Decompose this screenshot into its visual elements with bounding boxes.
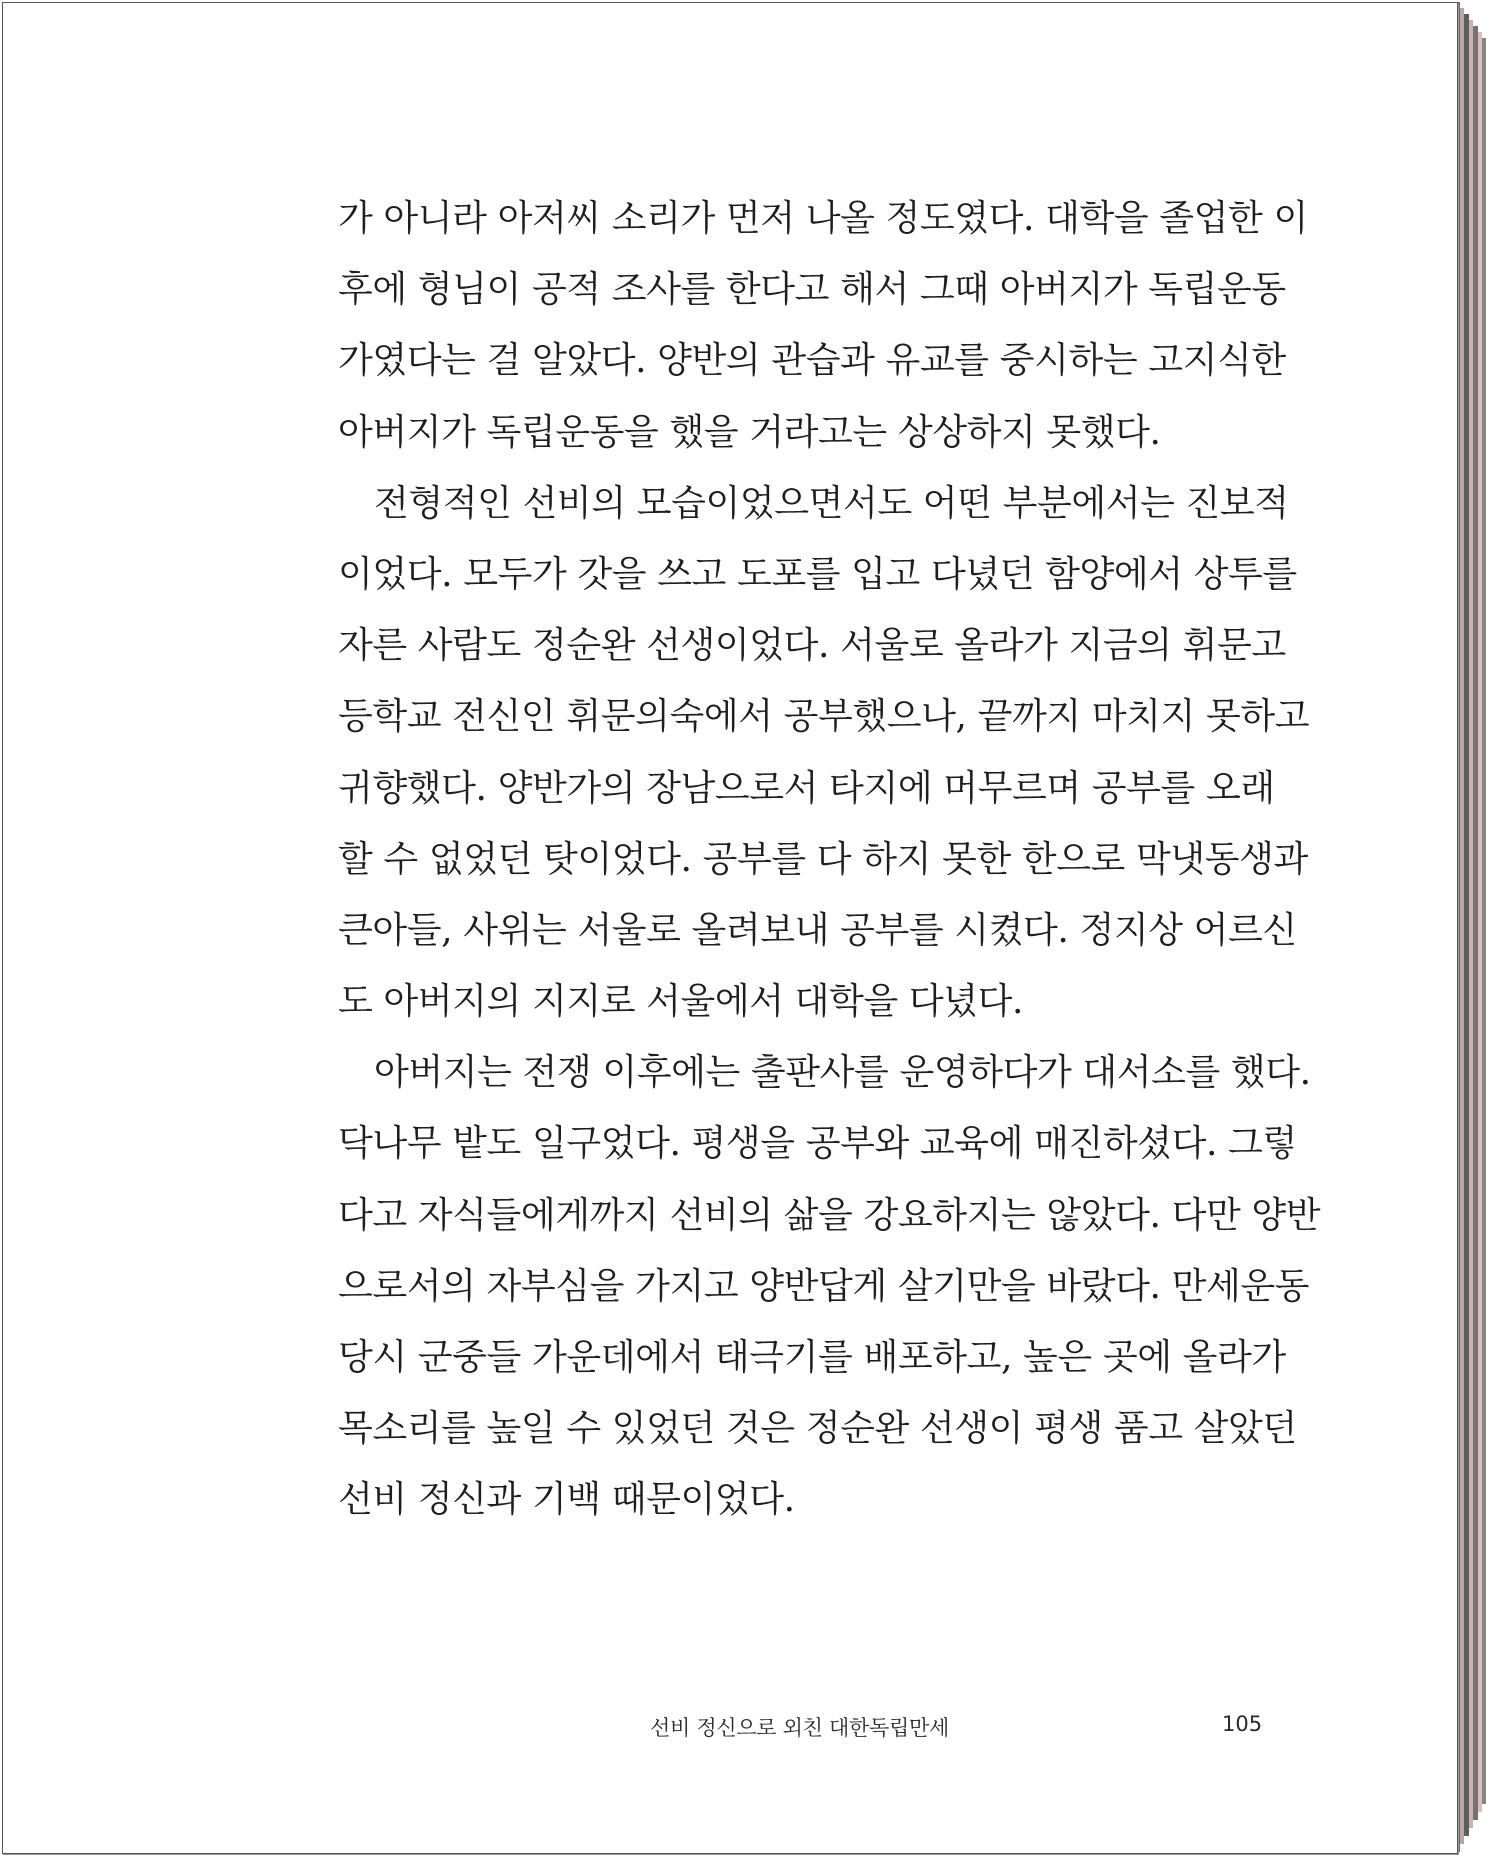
text-line: 닥나무 밭도 일구었다. 평생을 공부와 교육에 매진하셨다. 그렇 bbox=[338, 1123, 1297, 1165]
text-line: 선비 정신과 기백 때문이었다. bbox=[338, 1479, 795, 1521]
text-line: 후에 형님이 공적 조사를 한다고 해서 그때 아버지가 독립운동 bbox=[338, 269, 1286, 311]
text-line: 등학교 전신인 휘문의숙에서 공부했으나, 끝까지 마치지 못하고 bbox=[338, 696, 1310, 738]
running-footer-title: 선비 정신으로 외친 대한독립만세 bbox=[650, 1716, 949, 1740]
paragraph bbox=[338, 468, 1310, 1038]
text-line: 할 수 없었던 탓이었다. 공부를 다 하지 못한 한으로 막냇동생과 bbox=[338, 838, 1308, 880]
text-line: 귀향했다. 양반가의 장남으로서 타지에 머무르며 공부를 오래 bbox=[338, 767, 1275, 809]
paragraph bbox=[338, 1037, 1321, 1535]
text-line: 도 아버지의 지지로 서울에서 대학을 다녔다. bbox=[338, 981, 1024, 1023]
text-line: 큰아들, 사위는 서울로 올려보내 공부를 시켰다. 정지상 어르신 bbox=[338, 909, 1297, 951]
text-line: 아버지는 전쟁 이후에는 출판사를 운영하다가 대서소를 했다. bbox=[374, 1052, 1311, 1094]
text-line: 목소리를 높일 수 있었던 것은 정순완 선생이 평생 품고 살았던 bbox=[338, 1408, 1297, 1450]
text-line: 전형적인 선비의 모습이었으면서도 어떤 부분에서는 진보적 bbox=[374, 482, 1289, 524]
text-line: 가 아니라 아저씨 소리가 먼저 나올 정도였다. 대학을 졸업한 이 bbox=[338, 198, 1308, 239]
text-line: 자른 사람도 정순완 선생이었다. 서울로 올라가 지금의 휘문고 bbox=[338, 625, 1286, 667]
text-line: 아버지가 독립운동을 했을 거라고는 상상하지 못했다. bbox=[338, 411, 1161, 453]
text-line: 이었다. 모두가 갓을 쓰고 도포를 입고 다녔던 함양에서 상투를 bbox=[338, 553, 1297, 595]
text-line: 다고 자식들에게까지 선비의 삶을 강요하지는 않았다. 다만 양반 bbox=[338, 1194, 1321, 1236]
text-line: 으로서의 자부심을 가지고 양반답게 살기만을 바랐다. 만세운동 bbox=[338, 1265, 1310, 1307]
text-line: 당시 군중들 가운데에서 태극기를 배포하고, 높은 곳에 올라가 bbox=[338, 1337, 1286, 1378]
paragraph bbox=[338, 183, 1308, 468]
page-edges bbox=[1455, 2, 1489, 1852]
text-line: 가였다는 걸 알았다. 양반의 관습과 유교를 중시하는 고지식한 bbox=[338, 340, 1286, 382]
body-text bbox=[338, 183, 1321, 1536]
page-number: 105 bbox=[1222, 1712, 1263, 1736]
page-edge bbox=[1482, 38, 1486, 1804]
